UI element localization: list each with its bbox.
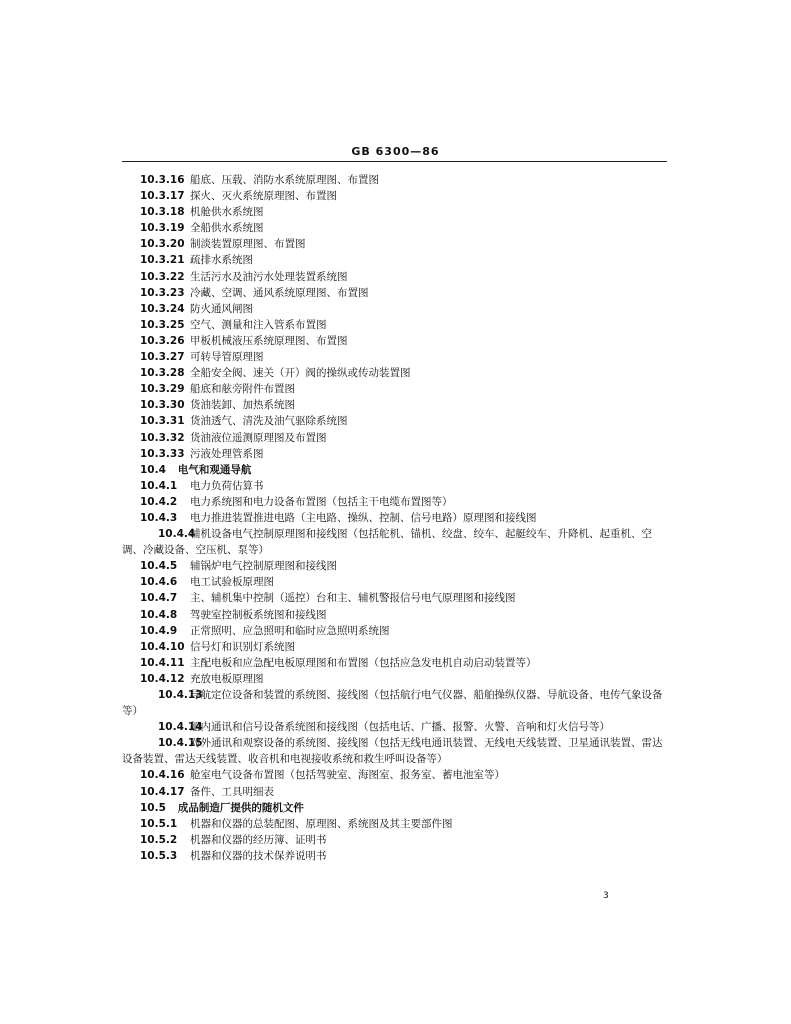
item-text: 电工试验板原理图 — [190, 576, 274, 589]
item-number: 10.4.14 — [158, 721, 203, 734]
list-item — [122, 832, 667, 848]
list-item — [122, 590, 667, 606]
list-item — [122, 333, 667, 349]
list-item — [122, 349, 667, 365]
list-item — [122, 816, 667, 832]
item-number: 10.4.7 — [140, 592, 178, 605]
item-number: 10.3.17 — [140, 190, 185, 203]
list-item — [122, 767, 667, 783]
item-text: 探火、灭火系统原理图、布置图 — [190, 190, 337, 203]
item-number: 10.3.19 — [140, 222, 185, 235]
item-number: 10.3.20 — [140, 238, 185, 251]
item-number: 10.4.8 — [140, 608, 178, 621]
item-number: 10.4 — [140, 463, 166, 476]
list-item — [122, 446, 667, 462]
page-number: 3 — [603, 891, 609, 901]
list-item — [122, 252, 667, 268]
item-number: 10.3.28 — [140, 367, 185, 380]
item-number: 10.5.2 — [140, 833, 178, 846]
list-item — [122, 655, 667, 671]
item-number: 10.4.13 — [158, 689, 203, 701]
item-number: 10.3.29 — [140, 383, 185, 396]
list-item — [122, 494, 667, 510]
item-text: 可转导管原理图 — [190, 351, 264, 364]
item-number: 10.3.24 — [140, 302, 185, 315]
list-item — [122, 784, 667, 800]
list-item — [122, 269, 667, 285]
item-text: 船底、压载、消防水系统原理图、布置图 — [190, 174, 379, 186]
item-number: 10.3.30 — [140, 399, 185, 412]
item-text: 疏排水系统图 — [190, 254, 253, 267]
item-number: 10.4.9 — [140, 624, 178, 637]
item-number: 10.3.26 — [140, 334, 185, 347]
item-number: 10.3.32 — [140, 431, 185, 444]
item-text: 对外通讯和观察设备的系统图、接线图（包括无线电通讯装置、无线电天线装置、卫星通讯装置、雷达设备装置、雷达天线装置、收音机和电视接收系统和救生呼叫设备等） — [122, 737, 663, 766]
item-text: 货油透气、清洗及油气驱除系统图 — [190, 415, 348, 428]
item-number: 10.3.22 — [140, 270, 185, 283]
item-text: 生活污水及油污水处理装置系统图 — [190, 270, 348, 283]
item-text: 机器和仪器的技术保养说明书 — [190, 849, 327, 862]
item-text: 货油装卸、加热系统图 — [190, 399, 295, 412]
list-item — [122, 607, 667, 623]
list-item — [122, 848, 667, 864]
item-text: 空气、测量和注入管系布置图 — [190, 318, 327, 331]
list-item — [122, 301, 667, 317]
item-text: 机器和仪器的经历簿、证明书 — [190, 833, 327, 846]
list-item — [122, 558, 667, 574]
item-text: 污液处理管系图 — [190, 447, 264, 460]
list-item — [122, 413, 667, 429]
list-item — [122, 639, 667, 655]
item-text: 舱室电气设备布置图（包括驾驶室、海图室、报务室、蓄电池室等） — [190, 769, 505, 782]
item-number: 10.4.6 — [140, 576, 178, 589]
item-text: 辅锅炉电气控制原理图和接线图 — [190, 560, 337, 573]
list-item — [122, 317, 667, 333]
list-item — [122, 397, 667, 413]
item-number: 10.5 — [140, 801, 166, 814]
list-item — [122, 430, 667, 446]
item-text: 驾驶室控制板系统图和接线图 — [190, 608, 327, 621]
item-number: 10.4.1 — [140, 479, 178, 492]
item-number: 10.4.2 — [140, 495, 178, 508]
header-rule — [122, 161, 667, 162]
list-item — [122, 204, 667, 220]
item-text: 船内通讯和信号设备系统图和接线图（包括电话、广播、报警、火警、音响和灯火信号等） — [190, 721, 610, 734]
list-item — [122, 478, 667, 494]
item-text: 防火通风闸图 — [190, 302, 253, 315]
item-text: 主配电板和应急配电板原理图和布置图（包括应急发电机自动启动装置等） — [190, 656, 537, 669]
item-number: 10.4.17 — [140, 785, 185, 798]
item-text: 正常照明、应急照明和临时应急照明系统图 — [190, 624, 390, 637]
list-item — [122, 381, 667, 397]
item-number: 10.4.16 — [140, 769, 185, 782]
item-text: 电力系统图和电力设备布置图（包括主干电缆布置图等） — [190, 495, 453, 508]
item-number: 10.4.11 — [140, 656, 185, 669]
list-item — [122, 172, 667, 188]
document-body — [122, 172, 667, 864]
item-number: 10.3.18 — [140, 206, 185, 219]
list-item — [122, 623, 667, 639]
section-heading — [122, 462, 667, 478]
item-text: 甲板机械液压系统原理图、布置图 — [190, 334, 348, 347]
item-number: 10.5.1 — [140, 817, 178, 830]
list-item — [122, 285, 667, 301]
item-text: 信号灯和识别灯系统图 — [190, 640, 295, 653]
list-item — [122, 735, 667, 767]
list-item — [122, 574, 667, 590]
item-text: 机器和仪器的总装配图、原理图、系统图及其主要部件图 — [190, 817, 453, 830]
item-number: 10.3.27 — [140, 351, 185, 364]
item-text: 全船供水系统图 — [190, 222, 264, 235]
item-text: 电力负荷估算书 — [190, 479, 264, 492]
item-text: 成品制造厂提供的随机文件 — [177, 801, 304, 814]
item-text: 导航定位设备和装置的系统图、接线图（包括航行电气仪器、船舶操纵仪器、导航设备、电传气象设备等） — [122, 689, 663, 718]
item-number: 10.3.31 — [140, 415, 185, 428]
item-number: 10.4.15 — [158, 737, 203, 750]
list-item — [122, 365, 667, 381]
standard-header: GB 6300—86 — [351, 145, 440, 158]
list-item — [122, 719, 667, 735]
list-item — [122, 188, 667, 204]
item-text: 主、辅机集中控制（遥控）台和主、辅机警报信号电气原理图和接线图 — [190, 592, 516, 605]
item-number: 10.5.3 — [140, 849, 178, 862]
item-number: 10.3.25 — [140, 318, 185, 331]
item-text: 电气和观通导航 — [177, 463, 252, 476]
list-item — [122, 526, 667, 558]
list-item — [122, 671, 667, 687]
item-number: 10.4.12 — [140, 672, 185, 685]
section-heading — [122, 800, 667, 816]
item-number: 10.4.4 — [158, 528, 196, 541]
item-text: 船底和舷旁附件布置图 — [190, 383, 295, 396]
list-item — [122, 236, 667, 252]
item-text: 全船安全阀、速关（开）阀的操纵或传动装置图 — [190, 367, 411, 380]
item-number: 10.4.10 — [140, 640, 185, 653]
item-text: 电力推进装置推进电路（主电路、操纵、控制、信号电路）原理图和接线图 — [190, 511, 537, 524]
item-text: 冷藏、空调、通风系统原理图、布置图 — [190, 286, 369, 299]
item-text: 辅机设备电气控制原理图和接线图（包括舵机、锚机、绞盘、绞车、起艇绞车、升降机、起重机、空调、冷藏设备、空压机、泵等） — [122, 528, 652, 557]
item-text: 机舱供水系统图 — [190, 206, 264, 219]
item-number: 10.3.33 — [140, 447, 185, 460]
list-item — [122, 220, 667, 236]
list-item — [122, 687, 667, 719]
item-number: 10.4.5 — [140, 560, 178, 573]
item-text: 充放电板原理图 — [190, 672, 264, 685]
item-number: 10.3.16 — [140, 174, 185, 186]
list-item — [122, 510, 667, 526]
item-number: 10.3.23 — [140, 286, 185, 299]
item-text: 备件、工具明细表 — [190, 785, 274, 798]
item-text: 货油液位遥测原理图及布置图 — [190, 431, 327, 444]
item-number: 10.4.3 — [140, 511, 178, 524]
item-number: 10.3.21 — [140, 254, 185, 267]
item-text: 制淡装置原理图、布置图 — [190, 238, 306, 251]
